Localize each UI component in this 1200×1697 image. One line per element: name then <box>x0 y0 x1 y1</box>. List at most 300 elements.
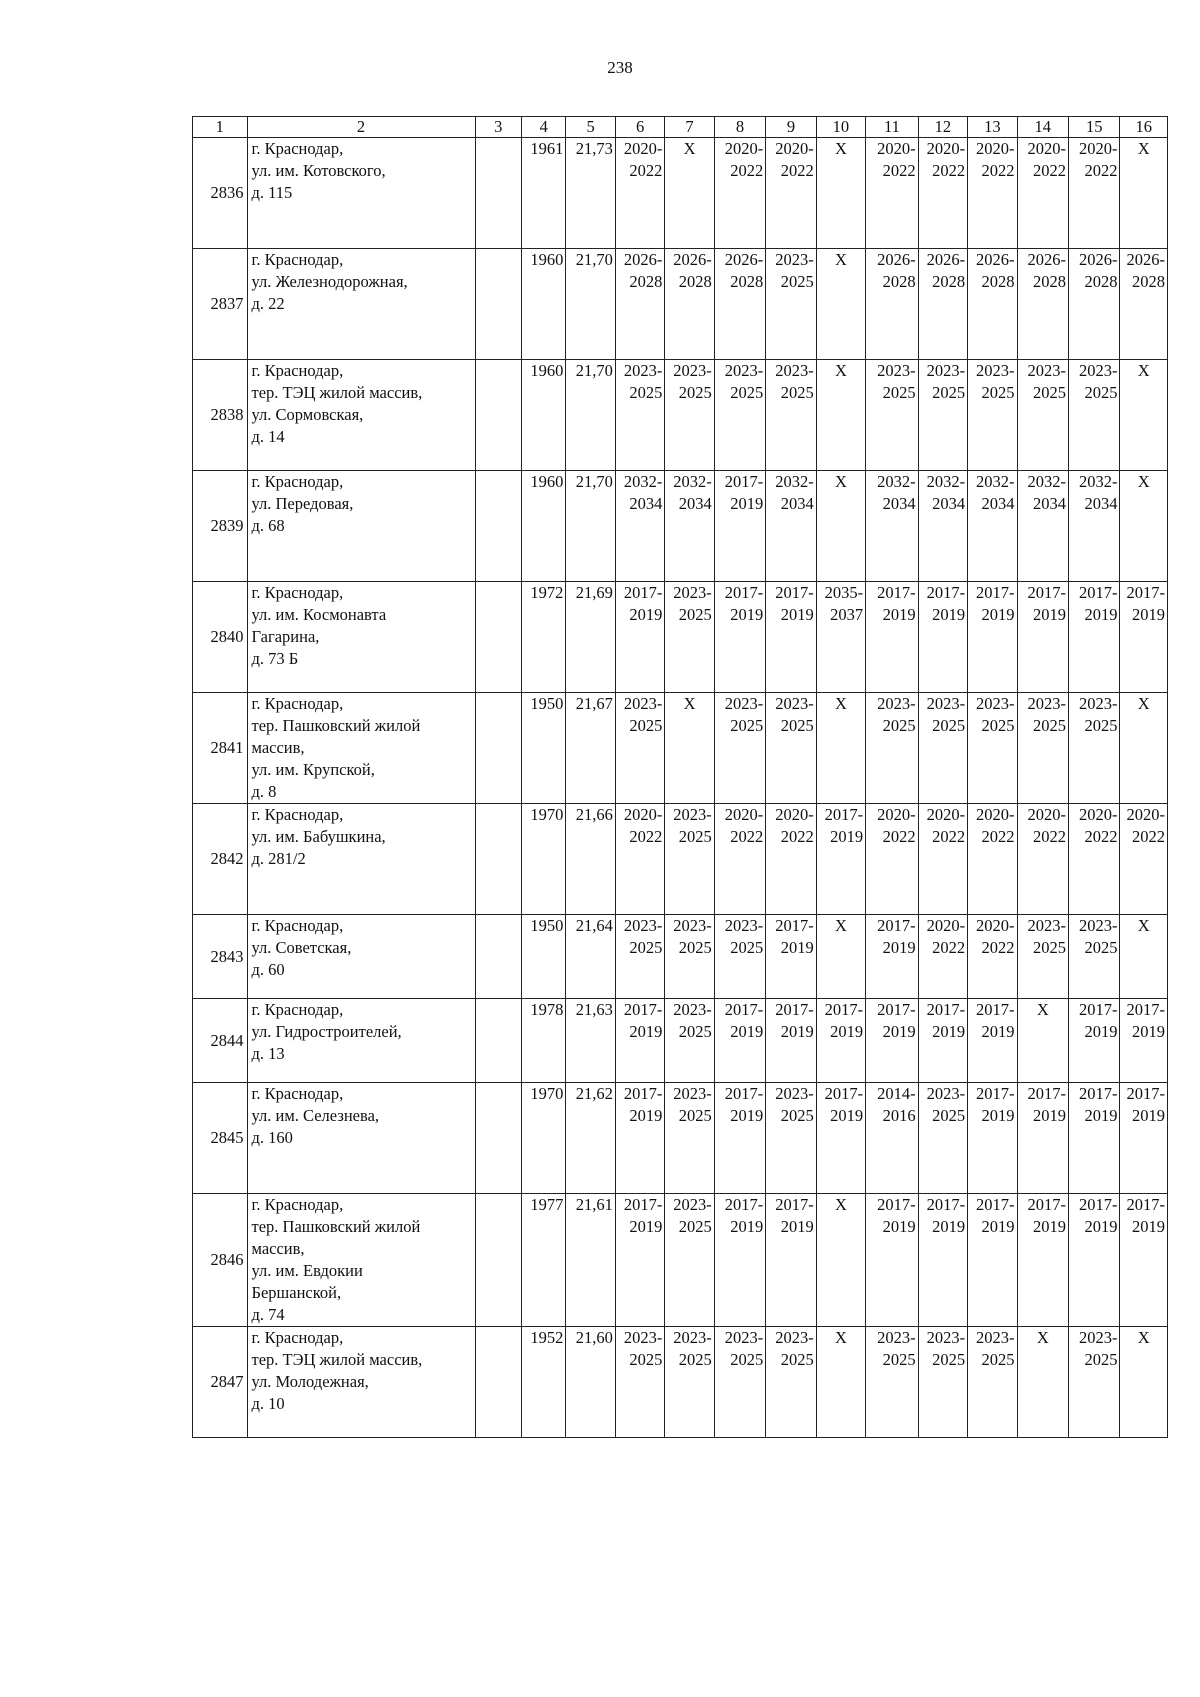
period-cell <box>866 915 918 999</box>
not-applicable-cell <box>816 1194 865 1327</box>
period-line: 2017- <box>1126 1195 1165 1214</box>
area-cell: 21,70 <box>566 360 615 471</box>
period-line: 2023- <box>1078 1328 1118 1347</box>
address-cell <box>247 1083 475 1194</box>
row-number: 2846 <box>193 1194 248 1327</box>
address-cell <box>247 1327 475 1438</box>
period-cell <box>968 360 1017 471</box>
not-applicable-cell <box>816 1327 865 1438</box>
period-line: 2022 <box>932 161 966 180</box>
period-cell <box>1017 804 1068 915</box>
period-line: 2023- <box>775 1084 814 1103</box>
period-line: 2026- <box>673 250 712 269</box>
period-line: 2020- <box>1126 805 1165 824</box>
period-line: 2017- <box>1078 1000 1118 1019</box>
address-cell <box>247 999 475 1083</box>
column-3-cell <box>475 249 521 360</box>
row-number: 2847 <box>193 1327 248 1438</box>
period-line: 2023- <box>926 361 966 380</box>
period-cell <box>918 582 967 693</box>
period-cell <box>615 360 664 471</box>
period-line: 2034 <box>780 494 814 513</box>
address-line: д. 14 <box>251 427 285 446</box>
period-cell <box>766 915 816 999</box>
period-line: 2025 <box>932 1350 966 1369</box>
period-line: 2019 <box>882 938 916 957</box>
period-line: 2026- <box>623 250 663 269</box>
period-line: 2023- <box>926 1328 966 1347</box>
period-line: 2025 <box>1084 383 1118 402</box>
period-line: 2017- <box>877 1000 916 1019</box>
period-line: 2025 <box>1033 716 1067 735</box>
period-cell <box>615 471 664 582</box>
period-cell <box>968 1327 1017 1438</box>
period-line: 2025 <box>1084 716 1118 735</box>
not-applicable-cell <box>1017 1327 1068 1438</box>
period-line: 2023- <box>623 694 663 713</box>
column-header: 1 <box>193 117 248 138</box>
period-line: 2025 <box>981 383 1015 402</box>
year-cell: 1977 <box>522 1194 566 1327</box>
period-line: 2023- <box>623 361 663 380</box>
period-line: 2025 <box>981 1350 1015 1369</box>
period-line: X <box>834 1328 847 1347</box>
period-cell <box>615 1327 664 1438</box>
period-line: 2028 <box>1132 272 1165 291</box>
period-line: 2020- <box>926 805 966 824</box>
period-cell <box>866 693 918 804</box>
year-cell: 1972 <box>522 582 566 693</box>
period-line: 2017- <box>623 1000 663 1019</box>
period-cell <box>1069 1194 1120 1327</box>
period-cell <box>866 249 918 360</box>
period-line: 2025 <box>629 716 663 735</box>
period-line: X <box>834 916 847 935</box>
period-cell <box>1017 582 1068 693</box>
address-line: массив, <box>251 738 305 757</box>
period-line: 2020- <box>976 805 1015 824</box>
table-row <box>193 582 1168 693</box>
address-line: г. Краснодар, <box>251 916 344 935</box>
period-cell <box>665 804 714 915</box>
period-line: 2017- <box>926 1000 966 1019</box>
column-header: 9 <box>766 117 816 138</box>
period-line: 2017- <box>824 1084 864 1103</box>
column-3-cell <box>475 1327 521 1438</box>
address-line: тер. ТЭЦ жилой массив, <box>251 1350 423 1369</box>
period-cell <box>968 804 1017 915</box>
period-line: 2023- <box>673 805 712 824</box>
period-line: 2019 <box>1132 1022 1165 1041</box>
period-line: 2017- <box>1126 1000 1165 1019</box>
period-line: 2037 <box>830 605 864 624</box>
period-line: 2023- <box>1078 916 1118 935</box>
period-cell <box>918 915 967 999</box>
table-row <box>193 1194 1168 1327</box>
period-line: 2023- <box>623 1328 663 1347</box>
period-cell <box>615 582 664 693</box>
period-line: 2022 <box>1033 161 1067 180</box>
address-cell <box>247 1194 475 1327</box>
period-line: 2023- <box>1027 916 1067 935</box>
area-cell: 21,63 <box>566 999 615 1083</box>
period-line: 2025 <box>932 1106 966 1125</box>
not-applicable-cell <box>816 360 865 471</box>
period-line: 2023- <box>673 583 712 602</box>
column-header: 2 <box>247 117 475 138</box>
period-cell <box>866 360 918 471</box>
row-number: 2842 <box>193 804 248 915</box>
period-line: 2023- <box>673 361 712 380</box>
period-line: 2026- <box>976 250 1015 269</box>
address-line: д. 8 <box>251 782 277 801</box>
period-cell <box>714 999 765 1083</box>
address-line: ул. Железнодорожная, <box>251 272 408 291</box>
table-row <box>193 249 1168 360</box>
period-line: 2020- <box>1027 805 1067 824</box>
period-line: 2019 <box>730 494 764 513</box>
address-line: ул. им. Бабушкина, <box>251 827 386 846</box>
period-line: 2017- <box>1027 1084 1067 1103</box>
period-cell <box>866 1194 918 1327</box>
area-cell: 21,67 <box>566 693 615 804</box>
not-applicable-cell <box>816 915 865 999</box>
period-cell <box>816 1083 865 1194</box>
row-number: 2839 <box>193 471 248 582</box>
year-cell: 1950 <box>522 693 566 804</box>
period-line: X <box>1137 139 1150 158</box>
period-line: 2023- <box>724 1328 764 1347</box>
address-cell <box>247 360 475 471</box>
column-header: 6 <box>615 117 664 138</box>
year-cell: 1952 <box>522 1327 566 1438</box>
period-cell <box>1069 693 1120 804</box>
address-line: ул. Передовая, <box>251 494 354 513</box>
not-applicable-cell <box>1120 138 1168 249</box>
period-line: 2017- <box>1078 1084 1118 1103</box>
address-line: Бершанской, <box>251 1283 342 1302</box>
period-cell <box>615 138 664 249</box>
period-line: 2022 <box>1084 161 1118 180</box>
period-line: 2028 <box>981 272 1015 291</box>
period-cell <box>1069 582 1120 693</box>
period-line: 2023- <box>976 694 1015 713</box>
period-line: 2019 <box>830 1022 864 1041</box>
column-header: 10 <box>816 117 865 138</box>
period-line: 2028 <box>932 272 966 291</box>
period-line: 2017- <box>724 1000 764 1019</box>
period-line: 2019 <box>1033 1106 1067 1125</box>
period-cell <box>918 138 967 249</box>
period-line: 2023- <box>673 1195 712 1214</box>
period-cell <box>918 471 967 582</box>
period-cell <box>866 1083 918 1194</box>
period-line: 2017- <box>724 583 764 602</box>
period-line: 2026- <box>724 250 764 269</box>
year-cell: 1970 <box>522 804 566 915</box>
period-cell <box>766 138 816 249</box>
period-cell <box>968 582 1017 693</box>
period-line: 2026- <box>926 250 966 269</box>
address-line: д. 22 <box>251 294 285 313</box>
row-number: 2843 <box>193 915 248 999</box>
period-line: 2022 <box>730 827 764 846</box>
period-cell <box>1120 1194 1168 1327</box>
area-cell: 21,73 <box>566 138 615 249</box>
address-line: д. 13 <box>251 1044 285 1063</box>
table-row <box>193 693 1168 804</box>
period-cell <box>968 693 1017 804</box>
address-line: г. Краснодар, <box>251 1195 344 1214</box>
period-line: 2025 <box>780 716 814 735</box>
period-cell <box>665 582 714 693</box>
period-cell <box>1017 138 1068 249</box>
column-3-cell <box>475 1083 521 1194</box>
period-line: 2019 <box>981 605 1015 624</box>
period-line: X <box>834 250 847 269</box>
page-number: 238 <box>607 58 633 77</box>
period-line: 2025 <box>678 1217 712 1236</box>
period-line: 2019 <box>932 605 966 624</box>
period-line: 2023- <box>926 1084 966 1103</box>
column-3-cell <box>475 360 521 471</box>
period-cell <box>615 915 664 999</box>
period-cell <box>866 804 918 915</box>
period-cell <box>615 999 664 1083</box>
period-line: 2017- <box>877 583 916 602</box>
address-line: ул. им. Крупской, <box>251 760 375 779</box>
period-line: 2025 <box>678 1022 712 1041</box>
address-line: ул. им. Котовского, <box>251 161 386 180</box>
period-line: 2025 <box>882 1350 916 1369</box>
period-line: 2025 <box>932 383 966 402</box>
period-cell <box>1069 915 1120 999</box>
period-cell <box>1069 999 1120 1083</box>
address-line: д. 115 <box>251 183 293 202</box>
period-cell <box>665 360 714 471</box>
period-line: 2032- <box>976 472 1015 491</box>
period-line: 2023- <box>775 250 814 269</box>
period-line: 2019 <box>730 1106 764 1125</box>
period-cell <box>1069 471 1120 582</box>
period-cell <box>816 999 865 1083</box>
period-line: 2025 <box>1084 1350 1118 1369</box>
period-cell <box>866 582 918 693</box>
period-line: 2019 <box>882 1022 916 1041</box>
period-cell <box>968 999 1017 1083</box>
period-cell <box>1069 804 1120 915</box>
period-cell <box>714 693 765 804</box>
address-line: г. Краснодар, <box>251 1000 344 1019</box>
period-line: 2023- <box>724 916 764 935</box>
period-cell <box>1017 915 1068 999</box>
address-line: г. Краснодар, <box>251 1084 344 1103</box>
period-cell <box>615 249 664 360</box>
period-line: 2017- <box>623 1195 663 1214</box>
period-line: 2022 <box>730 161 764 180</box>
period-line: 2034 <box>678 494 712 513</box>
period-line: 2025 <box>629 938 663 957</box>
period-line: 2017- <box>775 1000 814 1019</box>
period-line: 2019 <box>1084 605 1118 624</box>
address-cell <box>247 915 475 999</box>
period-line: 2020- <box>877 805 916 824</box>
period-cell <box>918 360 967 471</box>
period-cell <box>1017 471 1068 582</box>
address-line: ул. Гидростроителей, <box>251 1022 402 1041</box>
period-line: 2032- <box>673 472 712 491</box>
period-cell <box>1069 1083 1120 1194</box>
year-cell: 1960 <box>522 249 566 360</box>
period-line: 2017- <box>926 583 966 602</box>
period-line: 2019 <box>629 605 663 624</box>
period-line: 2017- <box>775 1195 814 1214</box>
period-cell <box>1017 1194 1068 1327</box>
period-line: 2025 <box>730 383 764 402</box>
period-line: 2017- <box>775 916 814 935</box>
row-number: 2841 <box>193 693 248 804</box>
address-line: ул. им. Евдокии <box>251 1261 363 1280</box>
period-line: 2020- <box>926 916 966 935</box>
period-line: 2019 <box>830 827 864 846</box>
row-number: 2836 <box>193 138 248 249</box>
column-header: 12 <box>918 117 967 138</box>
period-line: 2020- <box>877 139 916 158</box>
period-line: 2022 <box>932 827 966 846</box>
period-cell <box>766 1194 816 1327</box>
period-line: X <box>834 361 847 380</box>
period-line: X <box>1137 694 1150 713</box>
period-cell <box>714 1194 765 1327</box>
period-line: 2023- <box>877 361 916 380</box>
period-cell <box>1069 249 1120 360</box>
period-cell <box>1120 999 1168 1083</box>
column-header: 7 <box>665 117 714 138</box>
period-line: 2025 <box>780 1106 814 1125</box>
address-cell <box>247 471 475 582</box>
period-cell <box>766 804 816 915</box>
address-line: г. Краснодар, <box>251 472 344 491</box>
not-applicable-cell <box>1120 1327 1168 1438</box>
address-line: ул. им. Космонавта <box>251 605 387 624</box>
address-line: г. Краснодар, <box>251 1328 344 1347</box>
period-line: 2019 <box>1132 1106 1165 1125</box>
period-line: 2019 <box>1033 1217 1067 1236</box>
address-cell <box>247 693 475 804</box>
period-cell <box>714 804 765 915</box>
period-line: 2028 <box>882 272 916 291</box>
address-line: ул. Сормовская, <box>251 405 364 424</box>
period-line: 2019 <box>1132 1217 1165 1236</box>
period-line: 2019 <box>780 1217 814 1236</box>
period-line: 2017- <box>724 1195 764 1214</box>
period-cell <box>766 693 816 804</box>
period-line: 2028 <box>1084 272 1118 291</box>
column-header: 16 <box>1120 117 1168 138</box>
address-line: д. 60 <box>251 960 285 979</box>
period-line: 2020- <box>1027 139 1067 158</box>
period-line: 2020- <box>775 139 814 158</box>
table-row <box>193 360 1168 471</box>
column-3-cell <box>475 693 521 804</box>
period-line: 2023- <box>673 916 712 935</box>
address-line: г. Краснодар, <box>251 250 344 269</box>
period-cell <box>766 1083 816 1194</box>
period-cell <box>968 915 1017 999</box>
period-cell <box>714 915 765 999</box>
period-line: X <box>1137 916 1150 935</box>
period-line: 2017- <box>824 1000 864 1019</box>
column-3-cell <box>475 804 521 915</box>
period-line: 2017- <box>1027 583 1067 602</box>
period-line: X <box>1137 1328 1150 1347</box>
period-line: X <box>834 139 847 158</box>
row-number: 2840 <box>193 582 248 693</box>
period-line: 2019 <box>981 1106 1015 1125</box>
not-applicable-cell <box>1120 360 1168 471</box>
period-cell <box>615 804 664 915</box>
area-cell: 21,61 <box>566 1194 615 1327</box>
period-line: 2032- <box>623 472 663 491</box>
period-line: 2034 <box>882 494 916 513</box>
area-cell: 21,70 <box>566 249 615 360</box>
period-line: 2022 <box>981 161 1015 180</box>
period-cell <box>1017 249 1068 360</box>
period-cell <box>665 1083 714 1194</box>
period-line: 2020- <box>724 805 764 824</box>
column-header: 13 <box>968 117 1017 138</box>
period-cell <box>714 1083 765 1194</box>
row-number: 2837 <box>193 249 248 360</box>
table-row <box>193 915 1168 999</box>
table-row <box>193 471 1168 582</box>
period-cell <box>714 249 765 360</box>
period-line: 2028 <box>629 272 663 291</box>
period-line: 2019 <box>932 1022 966 1041</box>
period-line: 2023- <box>926 694 966 713</box>
address-cell <box>247 249 475 360</box>
column-header: 8 <box>714 117 765 138</box>
area-cell: 21,64 <box>566 915 615 999</box>
period-line: X <box>1137 361 1150 380</box>
period-cell <box>766 582 816 693</box>
period-line: 2017- <box>623 1084 663 1103</box>
period-line: 2019 <box>780 938 814 957</box>
period-line: 2028 <box>730 272 764 291</box>
period-line: 2019 <box>932 1217 966 1236</box>
period-line: 2034 <box>629 494 663 513</box>
period-cell <box>968 1083 1017 1194</box>
period-cell <box>766 471 816 582</box>
period-line: 2025 <box>678 1350 712 1369</box>
period-cell <box>766 999 816 1083</box>
period-cell <box>866 138 918 249</box>
period-line: 2032- <box>775 472 814 491</box>
period-line: 2032- <box>1078 472 1118 491</box>
period-line: 2025 <box>678 1106 712 1125</box>
table-row <box>193 804 1168 915</box>
period-line: 2017- <box>824 805 864 824</box>
period-cell <box>766 360 816 471</box>
period-line: 2017- <box>724 1084 764 1103</box>
period-cell <box>968 471 1017 582</box>
period-line: 2028 <box>678 272 712 291</box>
period-line: 2020- <box>724 139 764 158</box>
period-line: 2025 <box>678 827 712 846</box>
period-cell <box>615 1083 664 1194</box>
not-applicable-cell <box>1017 999 1068 1083</box>
period-cell <box>665 249 714 360</box>
